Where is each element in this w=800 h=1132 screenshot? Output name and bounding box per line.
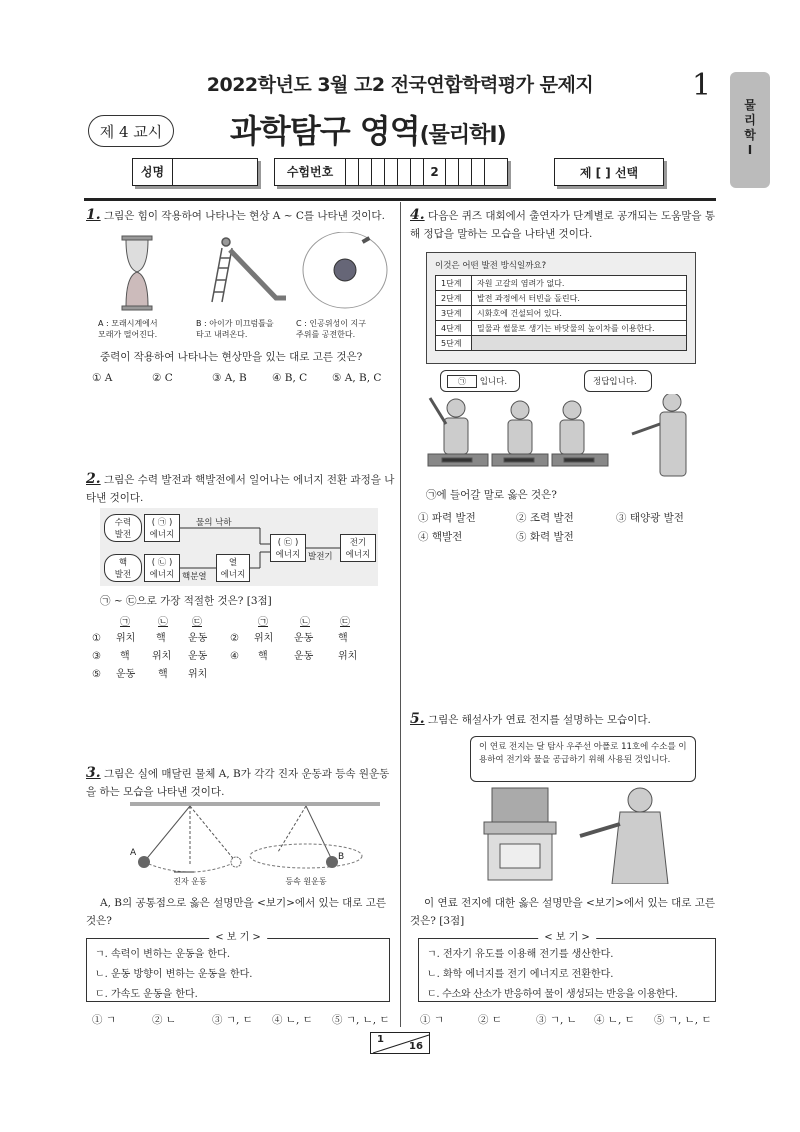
table-cell[interactable]: ③ — [92, 651, 101, 662]
table-row — [436, 291, 687, 306]
answer-choice[interactable]: ② ㄷ — [478, 1014, 502, 1026]
bubble-text: 입니다. — [479, 377, 508, 387]
question-text: 그림은 수력 발전과 핵발전에서 일어나는 에너지 전환 과정을 나타낸 것이다. — [86, 474, 395, 504]
quiz-steps-table — [435, 275, 687, 351]
answer-choice[interactable]: ⑤ 화력 발전 — [516, 531, 574, 543]
question-3 — [86, 764, 396, 801]
bogi-item: ㄴ. 운동 방향이 변하는 운동을 한다. — [95, 969, 253, 980]
side-tab-char: 물 — [744, 98, 756, 112]
bogi-title: < 보 기 > — [209, 931, 267, 945]
table-cell[interactable]: ④ — [230, 651, 239, 662]
header-divider — [84, 198, 716, 201]
table-cell: 핵 — [156, 633, 166, 644]
q1-caption-a: A : 모래시계에서 모래가 떨어진다. — [98, 319, 158, 339]
question-text: 그림은 실에 매달린 물체 A, B가 각각 진자 운동과 등속 원운동을 하는 모습을 나타낸 것이다. — [86, 768, 390, 798]
diagram-box-electric: 전기 에너지 — [340, 534, 376, 562]
session-label: 제 4 교시 — [88, 115, 174, 147]
exam-number-digit: 2 — [423, 159, 445, 185]
table-header: ㉠ — [258, 617, 268, 628]
answer-choice[interactable]: ① ㄱ — [420, 1014, 444, 1026]
name-label: 성명 — [133, 159, 173, 185]
quiz-board-title: 이것은 어떤 발전 방식일까요? — [435, 261, 547, 271]
step-hint: 자원 고갈의 염려가 없다. — [472, 276, 687, 291]
answer-choice[interactable]: ① A — [92, 372, 113, 384]
answer-choice[interactable]: ③ ㄱ, ㄴ — [536, 1014, 577, 1026]
exam-number-field[interactable] — [274, 158, 508, 186]
answer-choice[interactable]: ② C — [152, 372, 173, 384]
question-number: 3. — [86, 765, 101, 781]
table-cell: 위치 — [152, 651, 172, 662]
table-cell: 운동 — [116, 669, 136, 680]
circular-label-b: B — [338, 852, 345, 862]
table-header: ㉡ — [300, 617, 310, 628]
table-cell: 운동 — [188, 633, 208, 644]
q5-choices — [420, 1012, 720, 1027]
subject-main: 과학탐구 영역 — [230, 112, 420, 150]
table-row — [436, 306, 687, 321]
diagram-fall-label: 물의 낙하 — [196, 518, 232, 528]
diagram-fission-label: 핵분열 — [182, 572, 207, 582]
diagram-box-a: ( ㉠ ) 에너지 — [144, 514, 180, 542]
quiz-board — [426, 252, 696, 364]
table-cell[interactable]: ⑤ — [92, 669, 101, 680]
question-prompt: ㉠에 들어갈 말로 옳은 것은? — [426, 489, 557, 501]
answer-choice[interactable]: ③ ㄱ, ㄷ — [212, 1014, 253, 1026]
step-label: 2단계 — [436, 291, 472, 306]
table-row — [436, 276, 687, 291]
q2-answer-table — [92, 614, 392, 684]
step-hint — [472, 336, 687, 351]
bogi-item: ㄷ. 수소와 산소가 반응하여 물이 생성되는 반응을 이용한다. — [427, 989, 678, 1000]
step-hint: 발전 과정에서 터빈을 돌린다. — [472, 291, 687, 306]
question-1 — [86, 206, 396, 225]
contestant-speech-bubble — [440, 370, 520, 392]
table-cell: 위치 — [116, 633, 136, 644]
table-row — [436, 321, 687, 336]
question-4 — [410, 206, 718, 243]
table-cell: 운동 — [294, 633, 314, 644]
diagram-box-b: ( ㉡ ) 에너지 — [144, 554, 180, 582]
q1-caption-b: B : 아이가 미끄럼틀을 타고 내려온다. — [196, 319, 274, 339]
commentator-speech-bubble: 이 연료 전지는 달 탐사 우주선 아폴로 11호에 수소를 이용하여 전기와 물을 공급하기 위해 사용된 것입니다. — [470, 736, 696, 782]
step-hint: 시화호에 건설되어 있다. — [472, 306, 687, 321]
question-number: 4. — [410, 207, 425, 223]
answer-choice[interactable]: ③ 태양광 발전 — [616, 512, 684, 524]
satellite-orbit-image — [303, 232, 387, 308]
subject-sub: (물리학Ⅰ) — [419, 123, 506, 148]
table-header: ㉠ — [120, 617, 130, 628]
answer-choice[interactable]: ④ ㄴ, ㄷ — [272, 1014, 313, 1026]
table-header: ㉢ — [192, 617, 202, 628]
question-text: 그림은 해설사가 연료 전지를 설명하는 모습이다. — [427, 714, 651, 726]
side-tab-char: 리 — [744, 113, 756, 127]
diagram-hydro: 수력 발전 — [104, 514, 142, 542]
subject-title — [230, 106, 506, 152]
table-cell: 운동 — [188, 651, 208, 662]
exam-number-label: 수험번호 — [286, 165, 334, 179]
diagram-generator-label: 발전기 — [308, 552, 333, 562]
side-tab-char: 학 — [744, 128, 756, 142]
answer-choice[interactable]: ⑤ ㄱ, ㄴ, ㄷ — [332, 1014, 390, 1026]
bogi-item: ㄱ. 전자기 유도를 이용해 전기를 생산한다. — [427, 949, 614, 960]
energy-conversion-diagram — [100, 508, 378, 586]
table-cell: 핵 — [120, 651, 130, 662]
hourglass-image — [122, 236, 152, 310]
footer-total: 16 — [409, 1041, 423, 1052]
diagram-box-heat: 열 에너지 — [216, 554, 250, 582]
q1-caption-c: C : 인공위성이 지구 주위를 공전한다. — [296, 319, 367, 339]
question-number: 2. — [86, 471, 101, 487]
table-cell: 핵 — [338, 633, 348, 644]
question-prompt: ㉠ ~ ㉢으로 가장 적절한 것은? [3점] — [100, 595, 272, 607]
bogi-title: < 보 기 > — [538, 931, 596, 945]
answer-choice[interactable]: ⑤ ㄱ, ㄴ, ㄷ — [654, 1014, 712, 1026]
step-hint: 밀물과 썰물로 생기는 바닷물의 높이차를 이용한다. — [472, 321, 687, 336]
footer-page-indicator — [370, 1032, 430, 1054]
answer-choice[interactable]: ③ A, B — [212, 372, 247, 384]
subject-choice-field[interactable]: 제 [ ] 선택 — [554, 158, 664, 186]
page-number: 1 — [692, 68, 712, 103]
question-text: 그림은 힘이 작용하여 나타나는 현상 A ~ C를 나타낸 것이다. — [103, 210, 385, 222]
q3-caption-pendulum: 진자 운동 — [173, 877, 207, 886]
q3-choices — [92, 1012, 396, 1027]
question-text: 다음은 퀴즈 대회에서 출연자가 단계별로 공개되는 도움말을 통해 정답을 말하는 모습을 나타낸 것이다. — [410, 210, 716, 240]
answer-choice[interactable]: ② 조력 발전 — [516, 512, 574, 524]
quiz-contestants-illustration — [420, 394, 710, 480]
question-5 — [410, 710, 718, 729]
footer-page: 1 — [377, 1034, 384, 1045]
exam-header-title: 2022학년도 3월 고2 전국연합학력평가 문제지 — [206, 74, 594, 96]
answer-choice[interactable]: ① ㄱ — [92, 1014, 116, 1026]
q1-figure — [100, 232, 390, 312]
step-label: 1단계 — [436, 276, 472, 291]
table-cell[interactable]: ① — [92, 633, 101, 644]
table-header: ㉡ — [158, 617, 168, 628]
step-label: 5단계 — [436, 336, 472, 351]
blank-mark: ㉠ — [447, 375, 477, 388]
name-field[interactable] — [132, 158, 258, 186]
answer-choice[interactable]: ④ 핵발전 — [418, 531, 463, 543]
subject-side-tab — [730, 72, 770, 188]
answer-choice[interactable]: ⑤ A, B, C — [332, 372, 382, 384]
table-header: ㉢ — [340, 617, 350, 628]
answer-choice[interactable]: ② ㄴ — [152, 1014, 176, 1026]
diagram-nuclear: 핵 발전 — [104, 554, 142, 582]
question-prompt: A, B의 공통점으로 옳은 설명만을 <보기>에서 있는 대로 고른 것은? — [86, 897, 387, 927]
question-2 — [86, 470, 396, 507]
question-prompt: 중력이 작용하여 나타나는 현상만을 있는 대로 고른 것은? — [100, 351, 363, 363]
step-label: 4단계 — [436, 321, 472, 336]
side-tab-char: Ⅰ — [747, 143, 753, 157]
q5-bogi-box — [418, 932, 716, 1002]
answer-choice[interactable]: ④ B, C — [272, 372, 308, 384]
table-cell[interactable]: ② — [230, 633, 239, 644]
bogi-item: ㄴ. 화학 에너지를 전기 에너지로 전환한다. — [427, 969, 614, 980]
question-prompt: 이 연료 전지에 대한 옳은 설명만을 <보기>에서 있는 대로 고른 것은? [3점] — [410, 897, 716, 927]
q3-bogi-box — [86, 932, 390, 1002]
question-number: 5. — [410, 711, 425, 727]
table-cell: 핵 — [258, 651, 268, 662]
bogi-item: ㄱ. 속력이 변하는 운동을 한다. — [95, 949, 230, 960]
column-divider — [400, 202, 401, 1027]
host-speech-bubble: 정답입니다. — [584, 370, 652, 392]
table-cell: 위치 — [188, 669, 208, 680]
table-cell: 운동 — [294, 651, 314, 662]
table-cell: 위치 — [338, 651, 358, 662]
answer-choice[interactable]: ① 파력 발전 — [418, 512, 476, 524]
diagram-arrows — [100, 508, 378, 586]
fuel-cell-illustration — [470, 784, 710, 884]
q3-caption-circular: 등속 원운동 — [285, 877, 327, 886]
diagram-box-c: ( ㉢ ) 에너지 — [270, 534, 306, 562]
table-row — [436, 336, 687, 351]
q1-choices — [92, 372, 392, 384]
step-label: 3단계 — [436, 306, 472, 321]
answer-choice[interactable]: ④ ㄴ, ㄷ — [594, 1014, 635, 1026]
question-number: 1. — [86, 207, 101, 223]
student-info-row — [132, 158, 664, 186]
table-cell: 위치 — [254, 633, 274, 644]
pendulum-label-a: A — [130, 848, 137, 858]
table-cell: 핵 — [158, 669, 168, 680]
slide-image — [212, 238, 286, 302]
q4-choices — [418, 510, 718, 544]
bogi-item: ㄷ. 가속도 운동을 한다. — [95, 989, 198, 1000]
